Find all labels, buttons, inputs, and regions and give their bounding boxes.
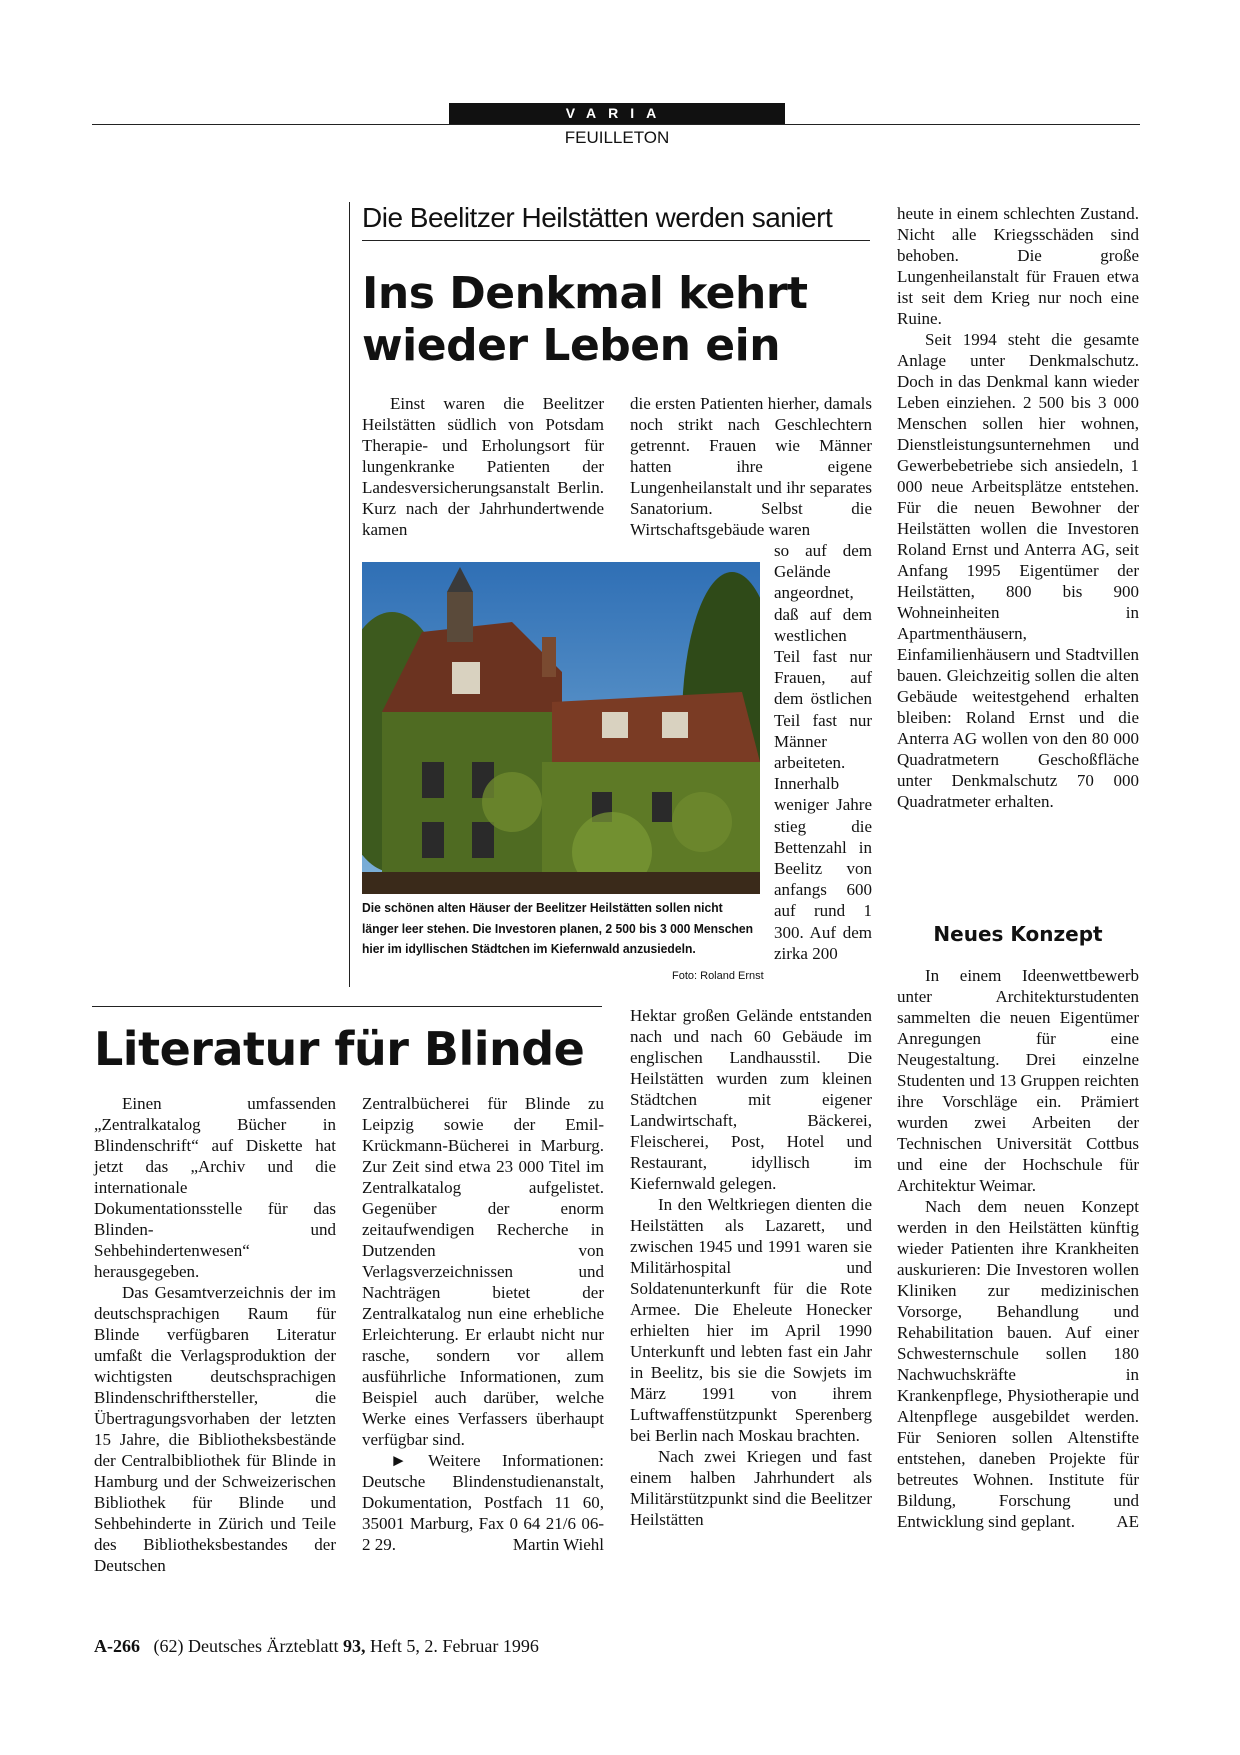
header-rule [92,124,1140,125]
paragraph: In den Weltkriegen dienten die Heilstätten als Lazarett, und zwischen 1945 und 1991 waren sie Militärhospital und Soldatenunterkunft für die Rote Armee. Die Eheleute Honecker erhielten hier im April 1990 Unterkunft und lebten fast ein Jahr in Beelitz, bis sie die Sowjets im März 1991 von ihrem Luftwaffenstützpunkt Sperenberg bei Berlin nach Moskau brachten. [630,1195,872,1445]
building-photo [362,562,760,894]
article1-col3-bottom [897,965,1139,1532]
page-footer [94,1636,539,1657]
photo-credit: Foto: Roland Ernst [672,970,764,982]
building-photo-svg [362,562,760,894]
arrow-icon: ► [390,1451,407,1470]
page-code: A-266 [94,1636,140,1656]
article1-col2-bottom [630,1005,872,1530]
article-kicker: Die Beelitzer Heilstätten werden saniert [362,202,870,241]
article-headline: Ins Denkmal kehrt wieder Leben ein [362,268,808,371]
article1-col2-top [630,393,872,540]
article2-headline: Literatur für Blinde [94,1022,585,1076]
paragraph-text: Nach dem neuen Konzept werden in den Heilstätten künftig wieder Patienten ihre Krankheiten auskurieren: Die Investoren wollen Kliniken zur medizinischen Vorsorge, Behandlung und Rehabilitation bauen. Auf einer Schwesternschule sollen 180 Nachwuchskräfte in Krankenpflege, Physiotherapie und Altenpflege ausgebildet werden. Für Senioren sollen Altenstifte entstehen, daneben Projekte für betreutes Wohnen. Institute für Bildung, Forschung und Entwicklung sind geplant. [897,1197,1139,1531]
article1-col2-narrow [774,540,872,964]
paragraph: Einen umfassenden „Zentralkatalog Bücher in Blindenschrift“ auf Diskette hat jetzt das „Archiv und die internationale Dokumentationsstelle für das Blinden- und Sehbehindertenwesen“ herausgegeben. [94,1094,336,1281]
section-label: VARIA [449,103,785,124]
section-subhead: Neues Konzept [933,922,1103,946]
paragraph [897,1196,1139,1532]
article2-col1 [94,1093,336,1576]
paragraph: so auf dem Gelände angeordnet, daß auf dem westlichen Teil fast nur Frauen, auf dem östlichen Teil fast nur Männer arbeiteten. Innerhalb weniger Jahre stieg die Bettenzahl in Beelitz von anfangs 600 auf rund 1 300. Auf dem zirka 200 [774,541,872,963]
paragraph: Nach zwei Kriegen und fast einem halben Jahrhundert als Militärstützpunkt sind die Beelitzer Heilstätten [630,1447,872,1529]
article1-col3-top [897,203,1139,812]
author-name: Martin Wiehl [512,1535,604,1554]
article1-col1 [362,393,604,540]
paragraph: Das Gesamtverzeichnis der im deutschsprachigen Raum für Blinde verfügbaren Literatur umfaßt die Verlagsproduktion der wichtigsten deutschsprachigen Blindenschrifthersteller, die Übertragungsvorhaben der letzten 15 Jahre, die Bibliotheksbestände der Centralbibliothek für Blinde in Hamburg und der Schweizerischen Bibliothek für Blinde und Sehbehinderte in Zürich und Teile des Bibliotheksbestandes der Deutschen [94,1283,336,1575]
journal-issue: Heft 5, 2. Februar 1996 [369,1636,539,1656]
paragraph [362,1450,604,1555]
paragraph: Zentralbücherei für Blinde zu Leipzig sowie der Emil-Krückmann-Bücherei in Marburg. Zur Zeit sind etwa 23 000 Titel im Zentralkatalog aufgelistet. Gegenüber der enorm zeitaufwendigen Recherche in Dutzenden von Verlagsverzeichnissen und Nachträgen bietet der Zentralkatalog nun eine erhebliche Erleichterung. Er erlaubt nicht nur rasche, sondern vor allem ausführliche Informationen, zum Beispiel auch darüber, welche Werke eines Verfassers überhaupt verfügbar sind. [362,1094,604,1449]
column-rule [349,202,350,987]
photo-caption: Die schönen alten Häuser der Beelitzer Heilstätten sollen nicht länger leer stehen. Die Investoren planen, 2 500 bis 3 000 Menschen hier im idyllischen Städtchen im Kiefernwald anzusiedeln. [362,900,754,956]
author-initials: AE [1116,1512,1139,1531]
article2-col2 [362,1093,604,1555]
article-divider [92,1006,602,1007]
paragraph: Seit 1994 steht die gesamte Anlage unter Denkmalschutz. Doch in das Denkmal kann wieder Leben einziehen. 2 500 bis 3 000 Menschen sollen hier wohnen, Dienstleistungsunternehmen und Gewerbebetriebe sich ansiedeln, 1 000 neue Arbeitsplätze entstehen. Für die neuen Bewohner der Heilstätten wollen die Investoren Roland Ernst und Anterra AG, seit Anfang 1995 Eigentümer der Heilstätten, 800 bis 900 Wohneinheiten in Apartmenthäusern, Einfamilienhäusern und Stadtvillen bauen. Gleichzeitig sollen die alten Gebäude weitestgehend erhalten bleiben: Roland Ernst und die Anterra AG wollen von den 80 000 Quadratmetern Geschoßfläche unter Denkmalschutz 70 000 Quadratmeter erhalten. [897,330,1139,811]
journal-volume: 93, [342,1636,366,1656]
paragraph: Einst waren die Beelitzer Heilstätten südlich von Potsdam Therapie- und Erholungsort für lungenkranke Patienten der Landesversicherungsanstalt Berlin. Kurz nach der Jahrhundertwende kamen [362,394,604,539]
page-number: (62) [153,1636,184,1656]
paragraph: heute in einem schlechten Zustand. Nicht alle Kriegsschäden sind behoben. Die große Lungenheilanstalt für Frauen etwa ist seit dem Krieg nur noch eine Ruine. [897,204,1139,328]
journal-name: Deutsches Ärzteblatt [188,1636,339,1656]
paragraph-text: Weitere Informationen: Deutsche Blindenstudienanstalt, Dokumentation, Postfach 11 60, 35001 Marburg, Fax 0 64 21/6 06-2 29. [362,1451,604,1554]
paragraph: die ersten Patienten hierher, damals noch strikt nach Geschlechtern getrennt. Frauen wie Männer hatten ihre eigene Lungenheilanstalt und ihr separates Sanatorium. Selbst die Wirtschaftsgebäude waren [630,394,872,539]
paragraph: In einem Ideenwettbewerb unter Architekturstudenten sammelten die neuen Eigentümer Anregungen für eine Neugestaltung. Drei einzelne Studenten und 13 Gruppen reichten ihre Vorschläge ein. Prämiert wurden zwei Arbeiten der Technischen Universität Cottbus und eine der Hochschule für Architektur Weimar. [897,966,1139,1195]
subsection-label: FEUILLETON [564,128,670,147]
paragraph: Hektar großen Gelände entstanden nach und nach 60 Gebäude im englischen Landhausstil. Die Heilstätten wurden zum kleinen Städtchen mit eigener Landwirtschaft, Bäckerei, Fleischerei, Post, Hotel und Restaurant, idyllisch im Kiefernwald gelegen. [630,1006,872,1193]
